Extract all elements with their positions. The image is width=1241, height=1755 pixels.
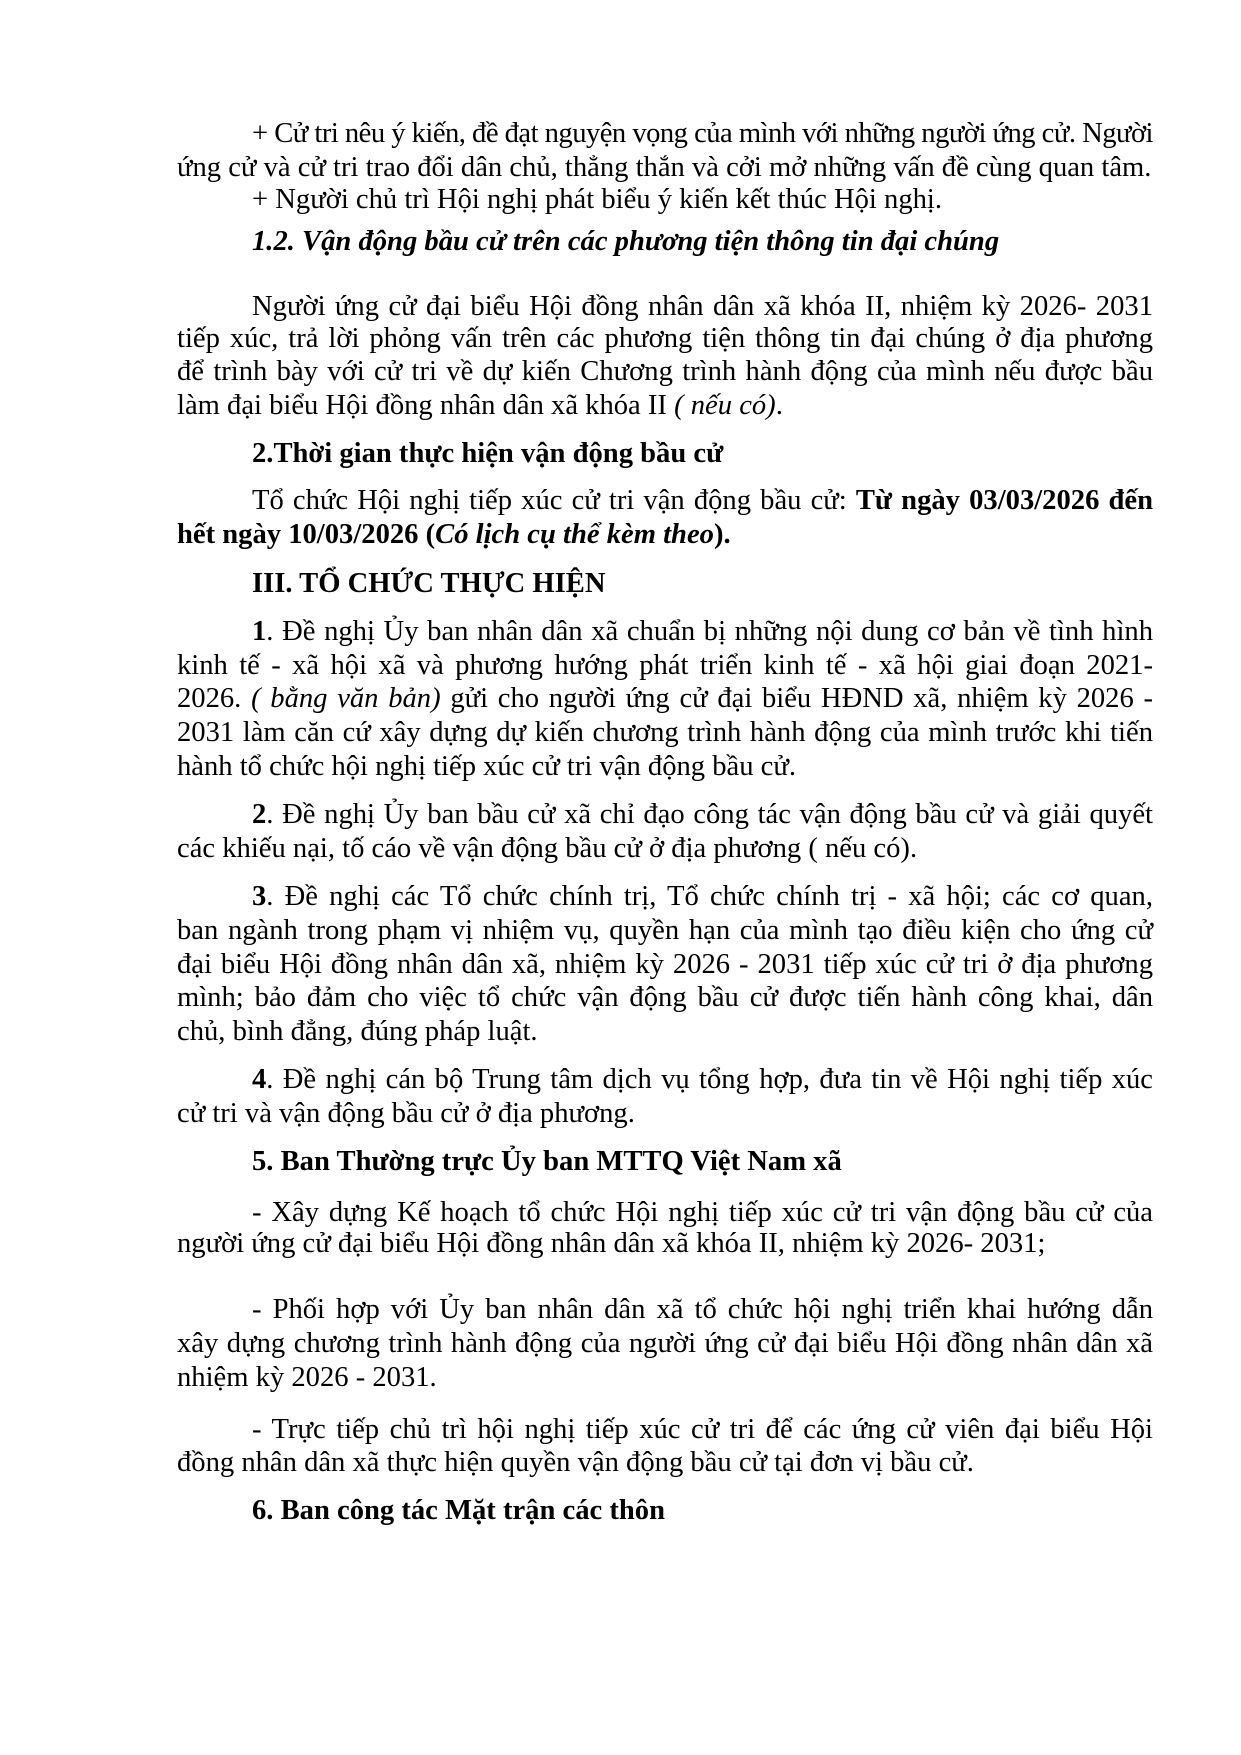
text-run: đại biểu Hội đồng nhân dân xã, nhiệm kỳ 2026 - 2031 tiếp xúc cử tri ở địa phương — [177, 949, 1153, 980]
text-line — [177, 798, 1153, 832]
text-run: nhiệm kỳ 2026 - 2031. — [177, 1362, 437, 1393]
text-run: . — [775, 390, 783, 421]
text-line — [177, 716, 1153, 750]
text-run: đồng nhân dân xã thực hiện quyền vận động bầu cử tại đơn vị bầu cử. — [177, 1447, 974, 1478]
text-line — [177, 1145, 1153, 1179]
text-run: . Đề nghị Ủy ban bầu cử xã chỉ đạo công tác vận động bầu cử và giải quyết — [266, 799, 1153, 830]
text-line — [177, 1196, 1153, 1230]
text-run: mình; bảo đảm cho việc tổ chức vận động bầu cử được tiến hành công khai, dân — [177, 982, 1153, 1013]
text-run: 2 — [252, 799, 267, 830]
text-run: người ứng cử đại biểu Hội đồng nhân dân xã khóa II, nhiệm kỳ 2026- 2031; — [177, 1228, 1046, 1259]
text-line — [177, 117, 1153, 151]
text-line — [177, 225, 1153, 259]
text-line — [177, 914, 1153, 948]
text-run: . Đề nghị cán bộ Trung tâm dịch vụ tổng hợp, đưa tin về Hội nghị tiếp xúc — [266, 1064, 1153, 1095]
text-line — [177, 1293, 1153, 1327]
text-run: 4 — [252, 1064, 267, 1095]
text-line — [177, 948, 1153, 982]
text-run: + Cử tri nêu ý kiến, đề đạt nguyện vọng của mình với những người ứng cử. Người — [252, 118, 1153, 149]
text-run: 1.2. Vận động bầu cử trên các phương tiện thông tin đại chúng — [252, 226, 1000, 257]
text-run: 1 — [252, 616, 267, 647]
text-line — [177, 1015, 1153, 1049]
text-line — [177, 355, 1153, 389]
text-line — [177, 322, 1153, 356]
text-line — [177, 1494, 1153, 1528]
text-line — [177, 1227, 1153, 1261]
text-run: ( nếu có) — [674, 390, 776, 421]
text-line — [177, 183, 1153, 217]
text-line — [177, 1327, 1153, 1361]
text-run: tiếp xúc, trả lời phỏng vấn trên các phương tiện thông tin đại chúng ở địa phương — [177, 323, 1153, 354]
text-run: Có lịch cụ thể kèm theo — [435, 519, 714, 550]
text-run: kinh tế - xã hội xã và phương hướng phát triển kinh tế - xã hội giai đoạn 2021- — [177, 650, 1153, 681]
text-run: ). — [713, 519, 731, 550]
text-run: ban ngành trong phạm vị nhiệm vụ, quyền hạn của mình tạo điều kiện cho ứng cử — [177, 915, 1153, 946]
text-run: + Người chủ trì Hội nghị phát biểu ý kiến kết thúc Hội nghị. — [252, 184, 943, 215]
text-run: hết ngày 10/03/2026 ( — [177, 519, 436, 550]
text-line — [177, 615, 1153, 649]
text-run: III. TỔ CHỨC THỰC HIỆN — [252, 568, 606, 599]
text-run: Tổ chức Hội nghị tiếp xúc cử tri vận động bầu cử: — [252, 485, 856, 516]
text-run: 2026. — [177, 683, 252, 714]
text-line — [177, 649, 1153, 683]
text-run: 5. Ban Thường trực Ủy ban MTTQ Việt Nam xã — [252, 1146, 842, 1177]
text-run: - Trực tiếp chủ trì hội nghị tiếp xúc cử tri để các ứng cử viên đại biểu Hội — [252, 1414, 1153, 1445]
text-line — [177, 1446, 1153, 1480]
text-run: Từ ngày 03/03/2026 đến — [855, 485, 1153, 516]
text-run: để trình bày với cử tri về dự kiến Chương trình hành động của mình nếu được bầu — [177, 356, 1153, 387]
text-line — [177, 1361, 1153, 1395]
text-line — [177, 1063, 1153, 1097]
text-line — [177, 151, 1153, 185]
text-line — [177, 832, 1153, 866]
text-line — [177, 484, 1153, 518]
text-run: ứng cử và cử tri trao đổi dân chủ, thẳng thắn và cởi mở những vấn đề cùng quan tâm. — [177, 152, 1152, 183]
text-run: 2.Thời gian thực hiện vận động bầu cử — [252, 438, 724, 469]
text-run: . Đề nghị Ủy ban nhân dân xã chuẩn bị những nội dung cơ bản về tình hình — [266, 616, 1153, 647]
text-run: - Xây dựng Kế hoạch tổ chức Hội nghị tiếp xúc cử tri vận động bầu cử của — [252, 1197, 1153, 1228]
text-run: xây dựng chương trình hành động của người ứng cử đại biểu Hội đồng nhân dân xã — [177, 1328, 1153, 1359]
text-run: 2031 làm căn cứ xây dựng dự kiến chương trình hành động của mình trước khi tiến — [177, 717, 1153, 748]
text-run: cử tri và vận động bầu cử ở địa phương. — [177, 1098, 635, 1129]
text-line — [177, 389, 1153, 423]
text-line — [177, 1413, 1153, 1447]
text-run: ( bằng văn bản) — [251, 683, 441, 714]
text-run: Người ứng cử đại biểu Hội đồng nhân dân xã khóa II, nhiệm kỳ 2026- 2031 — [252, 291, 1153, 322]
text-line — [177, 1097, 1153, 1131]
text-run: - Phối hợp với Ủy ban nhân dân xã tổ chức hội nghị triển khai hướng dẫn — [252, 1294, 1153, 1325]
text-line — [177, 518, 1153, 552]
text-line — [177, 682, 1153, 716]
text-run: chủ, bình đẳng, đúng pháp luật. — [177, 1016, 538, 1047]
text-run: . Đề nghị các Tổ chức chính trị, Tổ chức chính trị - xã hội; các cơ quan, — [266, 881, 1153, 912]
text-line — [177, 437, 1153, 471]
text-line — [177, 290, 1153, 324]
text-run: 6. Ban công tác Mặt trận các thôn — [252, 1495, 665, 1526]
text-line — [177, 880, 1153, 914]
text-line — [177, 567, 1153, 601]
text-run: gửi cho người ứng cử đại biểu HĐND xã, nhiệm kỳ 2026 - — [440, 683, 1153, 714]
text-run: hành tổ chức hội nghị tiếp xúc cử tri vận động bầu cử. — [177, 751, 797, 782]
text-line — [177, 750, 1153, 784]
text-run: làm đại biểu Hội đồng nhân dân xã khóa II — [177, 390, 675, 421]
text-run: các khiếu nại, tố cáo về vận động bầu cử ở địa phương ( nếu có). — [177, 833, 918, 864]
text-line — [177, 981, 1153, 1015]
text-run: 3 — [252, 881, 267, 912]
